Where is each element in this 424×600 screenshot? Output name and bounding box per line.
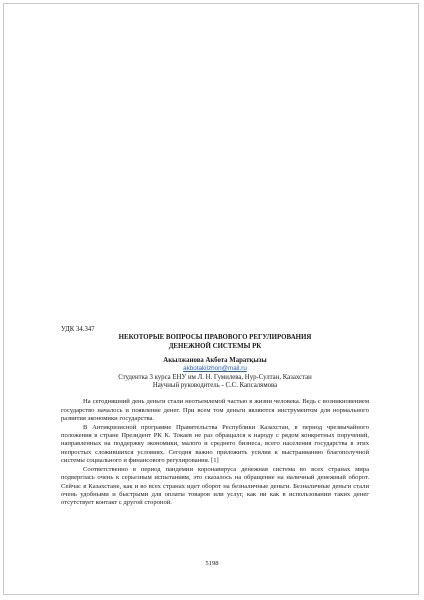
- author-name: Акылжанова Акбота Маратқызы: [163, 356, 267, 364]
- scientific-supervisor: Научный руководитель - С.С. Капсалямова: [152, 382, 278, 390]
- body-paragraph-1: На сегодняшний день деньги стали неотъемлемой частью в жизни человека. Ведь с возникновением государство началось и появление денег. При всем том деньги являются инструментом для нормального развития экономики государства.: [61, 398, 369, 423]
- page-number: 5198: [205, 560, 219, 567]
- body-paragraph-2: В Антикризисной программе Правительства Республики Казахстан, в период чрезвычайного положения в стране Президент РК К. Токаев не раз обращался к народу с рядом конкретных поручений, направленных на поддержку экономики, малого и среднего бизнеса, всего населения государства в этих непростых сложившихся условиях. Сегодня важно приложить усилия к выстраиванию благополучной системы социального и финансового регулирования. [1]: [61, 423, 369, 465]
- body-paragraph-3: Соответственно в период пандемии коронавируса денежная система во всех странах мира подверглась очень к серьезным испытаниям, это сказалось на обращение на наличный денежный оборот. Сейчас в Казахстане, как и во всех странах идет оборот на безналичные деньги. Безналичные деньги стали очень удобными и быстрыми для оплаты товаров или услуг, как ни как в использовании таких денег отсутствует контакт с другой стороной.: [61, 465, 369, 507]
- article-title-line-2: ДЕНЕЖНОЙ СИСТЕМЫ РК: [168, 342, 262, 350]
- author-affiliation: Студентка 3 курса ЕНУ им Л. Н. Гумилева, Нур-Султан, Казахстан: [118, 373, 312, 381]
- article-title-line-1: НЕКОТОРЫЕ ВОПРОСЫ ПРАВОВОГО РЕГУЛИРОВАНИЯ: [118, 334, 312, 342]
- article-content: [61, 326, 369, 508]
- udk-code: УДК 34.347: [61, 326, 95, 333]
- author-email-link[interactable]: akbotakilzhon@mail.ru: [183, 365, 247, 373]
